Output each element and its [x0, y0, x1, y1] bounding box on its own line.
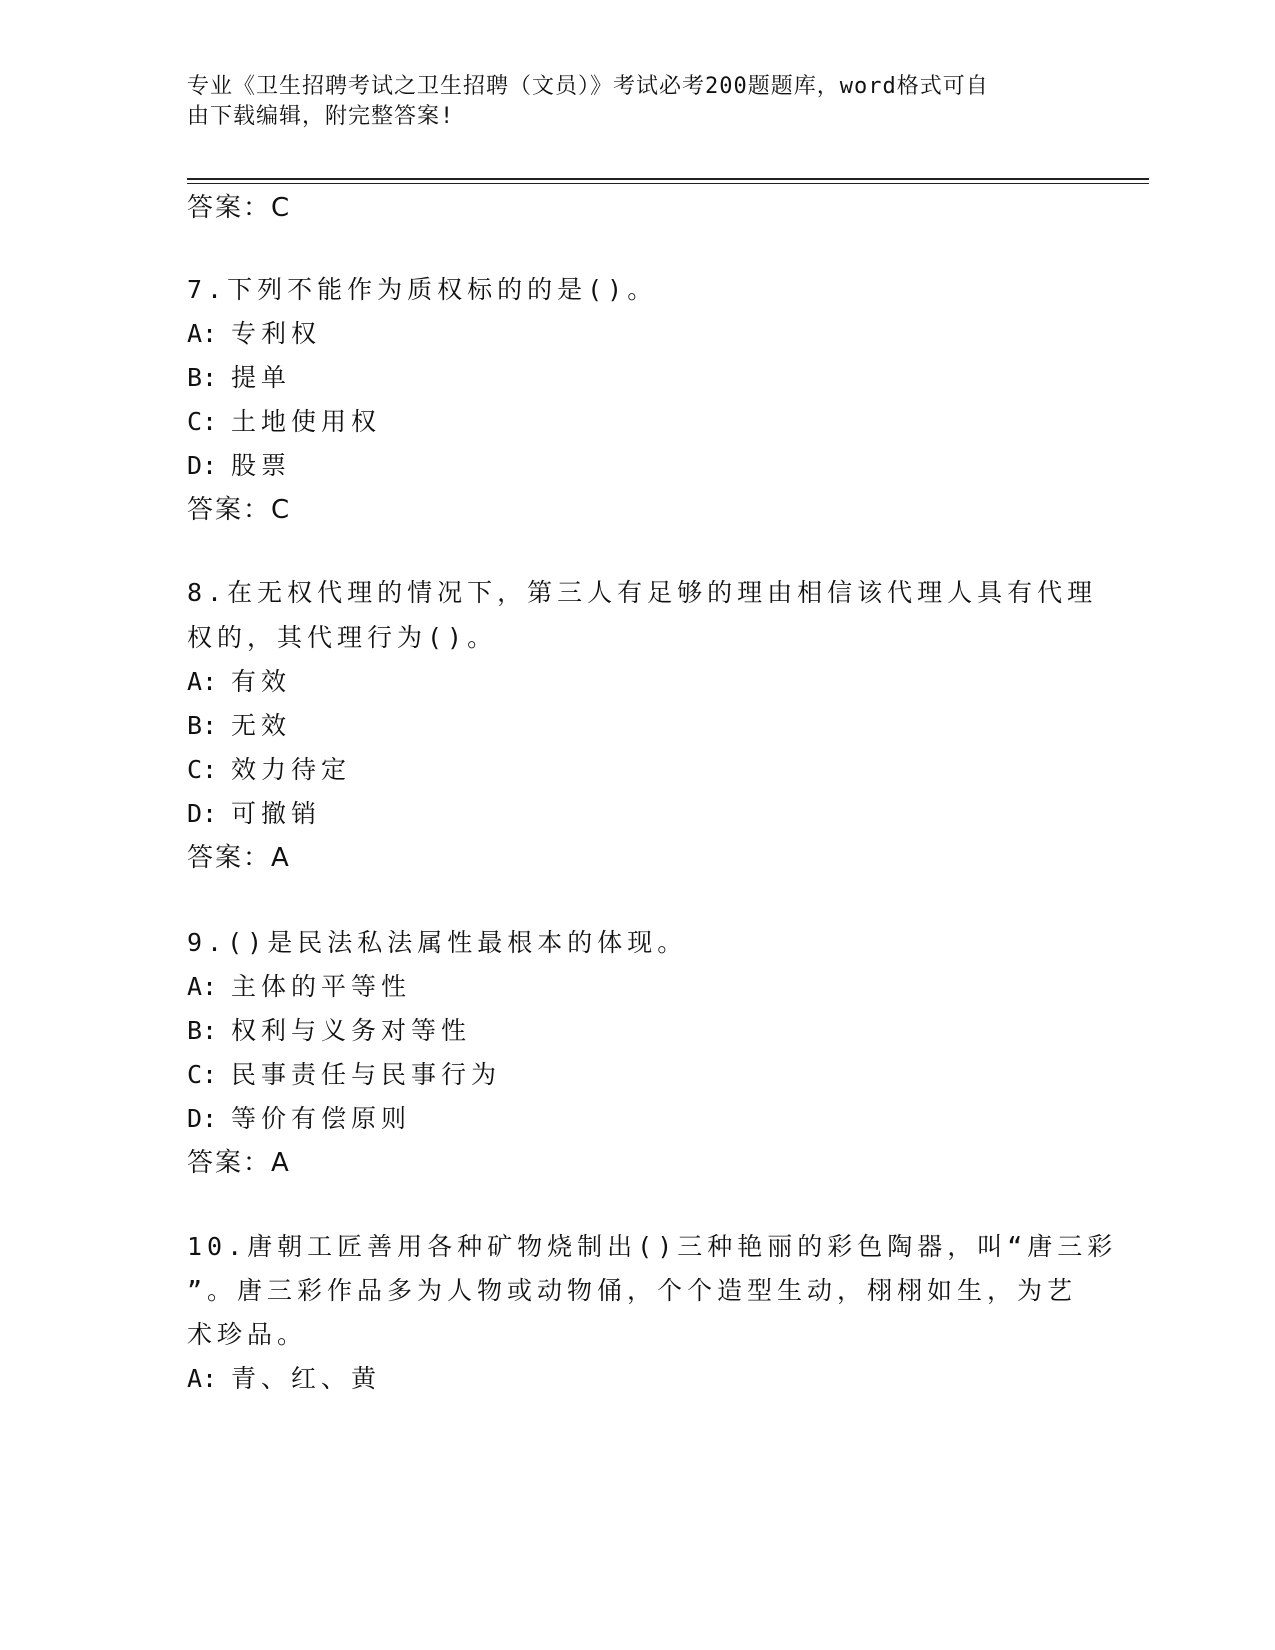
question-8-text-line-2: 权的，其代理行为()。: [187, 623, 498, 652]
option-label: B:: [187, 1016, 218, 1045]
header-line-2: 由下载编辑，附完整答案!: [187, 104, 455, 129]
question-8-option-c: [187, 750, 351, 790]
option-text: 无效: [231, 711, 292, 740]
question-7-option-c: [187, 402, 381, 442]
header-line-1: 专业《卫生招聘考试之卫生招聘（文员）》考试必考200题题库，word格式可自: [187, 74, 989, 99]
question-7-option-b: [187, 358, 291, 398]
option-label: A:: [187, 319, 218, 348]
option-text: 等价有偿原则: [231, 1104, 412, 1133]
option-text: 专利权: [231, 319, 322, 348]
option-label: A:: [187, 1364, 218, 1393]
option-text: 有效: [231, 667, 292, 696]
question-9-answer: 答案：A: [187, 1148, 291, 1178]
option-label: A:: [187, 972, 218, 1001]
option-text: 股票: [231, 451, 292, 480]
question-9-option-a: [187, 967, 411, 1007]
question-7-text: 7.下列不能作为质权标的的是()。: [187, 275, 658, 304]
question-7-option-a: [187, 314, 321, 354]
option-text: 土地使用权: [231, 407, 382, 436]
option-text: 权利与义务对等性: [231, 1016, 472, 1045]
option-label: C:: [187, 755, 218, 784]
option-label: C:: [187, 1060, 218, 1089]
question-9-option-b: [187, 1011, 471, 1051]
header-rule-thick: [187, 178, 1149, 180]
document-header: [187, 72, 1067, 132]
question-10-text-line-1: 10.唐朝工匠善用各种矿物烧制出()三种艳丽的彩色陶器，叫“唐三彩: [187, 1232, 1118, 1261]
option-label: C:: [187, 407, 218, 436]
question-7-answer: 答案：C: [187, 495, 292, 525]
answer-line: 答案：C: [187, 193, 292, 223]
question-10-text-line-3: 术珍品。: [187, 1320, 308, 1349]
question-10-text-line-2: ”。唐三彩作品多为人物或动物俑，个个造型生动，栩栩如生，为艺: [187, 1276, 1078, 1305]
option-text: 提单: [231, 363, 292, 392]
header-rule-thin: [187, 183, 1149, 184]
option-label: D:: [187, 451, 218, 480]
question-9-text: 9.()是民法私法属性最根本的体现。: [187, 928, 688, 957]
option-text: 可撤销: [231, 799, 322, 828]
option-label: A:: [187, 667, 218, 696]
option-text: 效力待定: [231, 755, 352, 784]
question-8-option-d: [187, 794, 321, 834]
option-label: D:: [187, 1104, 218, 1133]
option-text: 民事责任与民事行为: [231, 1060, 502, 1089]
question-9-option-c: [187, 1055, 501, 1095]
question-8-text-line-1: 8.在无权代理的情况下，第三人有足够的理由相信该代理人具有代理: [187, 578, 1098, 607]
question-10-option-a: [187, 1359, 381, 1399]
option-label: B:: [187, 711, 218, 740]
question-7-option-d: [187, 446, 291, 486]
question-8-option-a: [187, 662, 291, 702]
option-text: 主体的平等性: [231, 972, 412, 1001]
option-label: B:: [187, 363, 218, 392]
question-9-option-d: [187, 1099, 411, 1139]
option-label: D:: [187, 799, 218, 828]
option-text: 青、红、黄: [231, 1364, 382, 1393]
question-8-option-b: [187, 706, 291, 746]
question-8-answer: 答案：A: [187, 843, 291, 873]
